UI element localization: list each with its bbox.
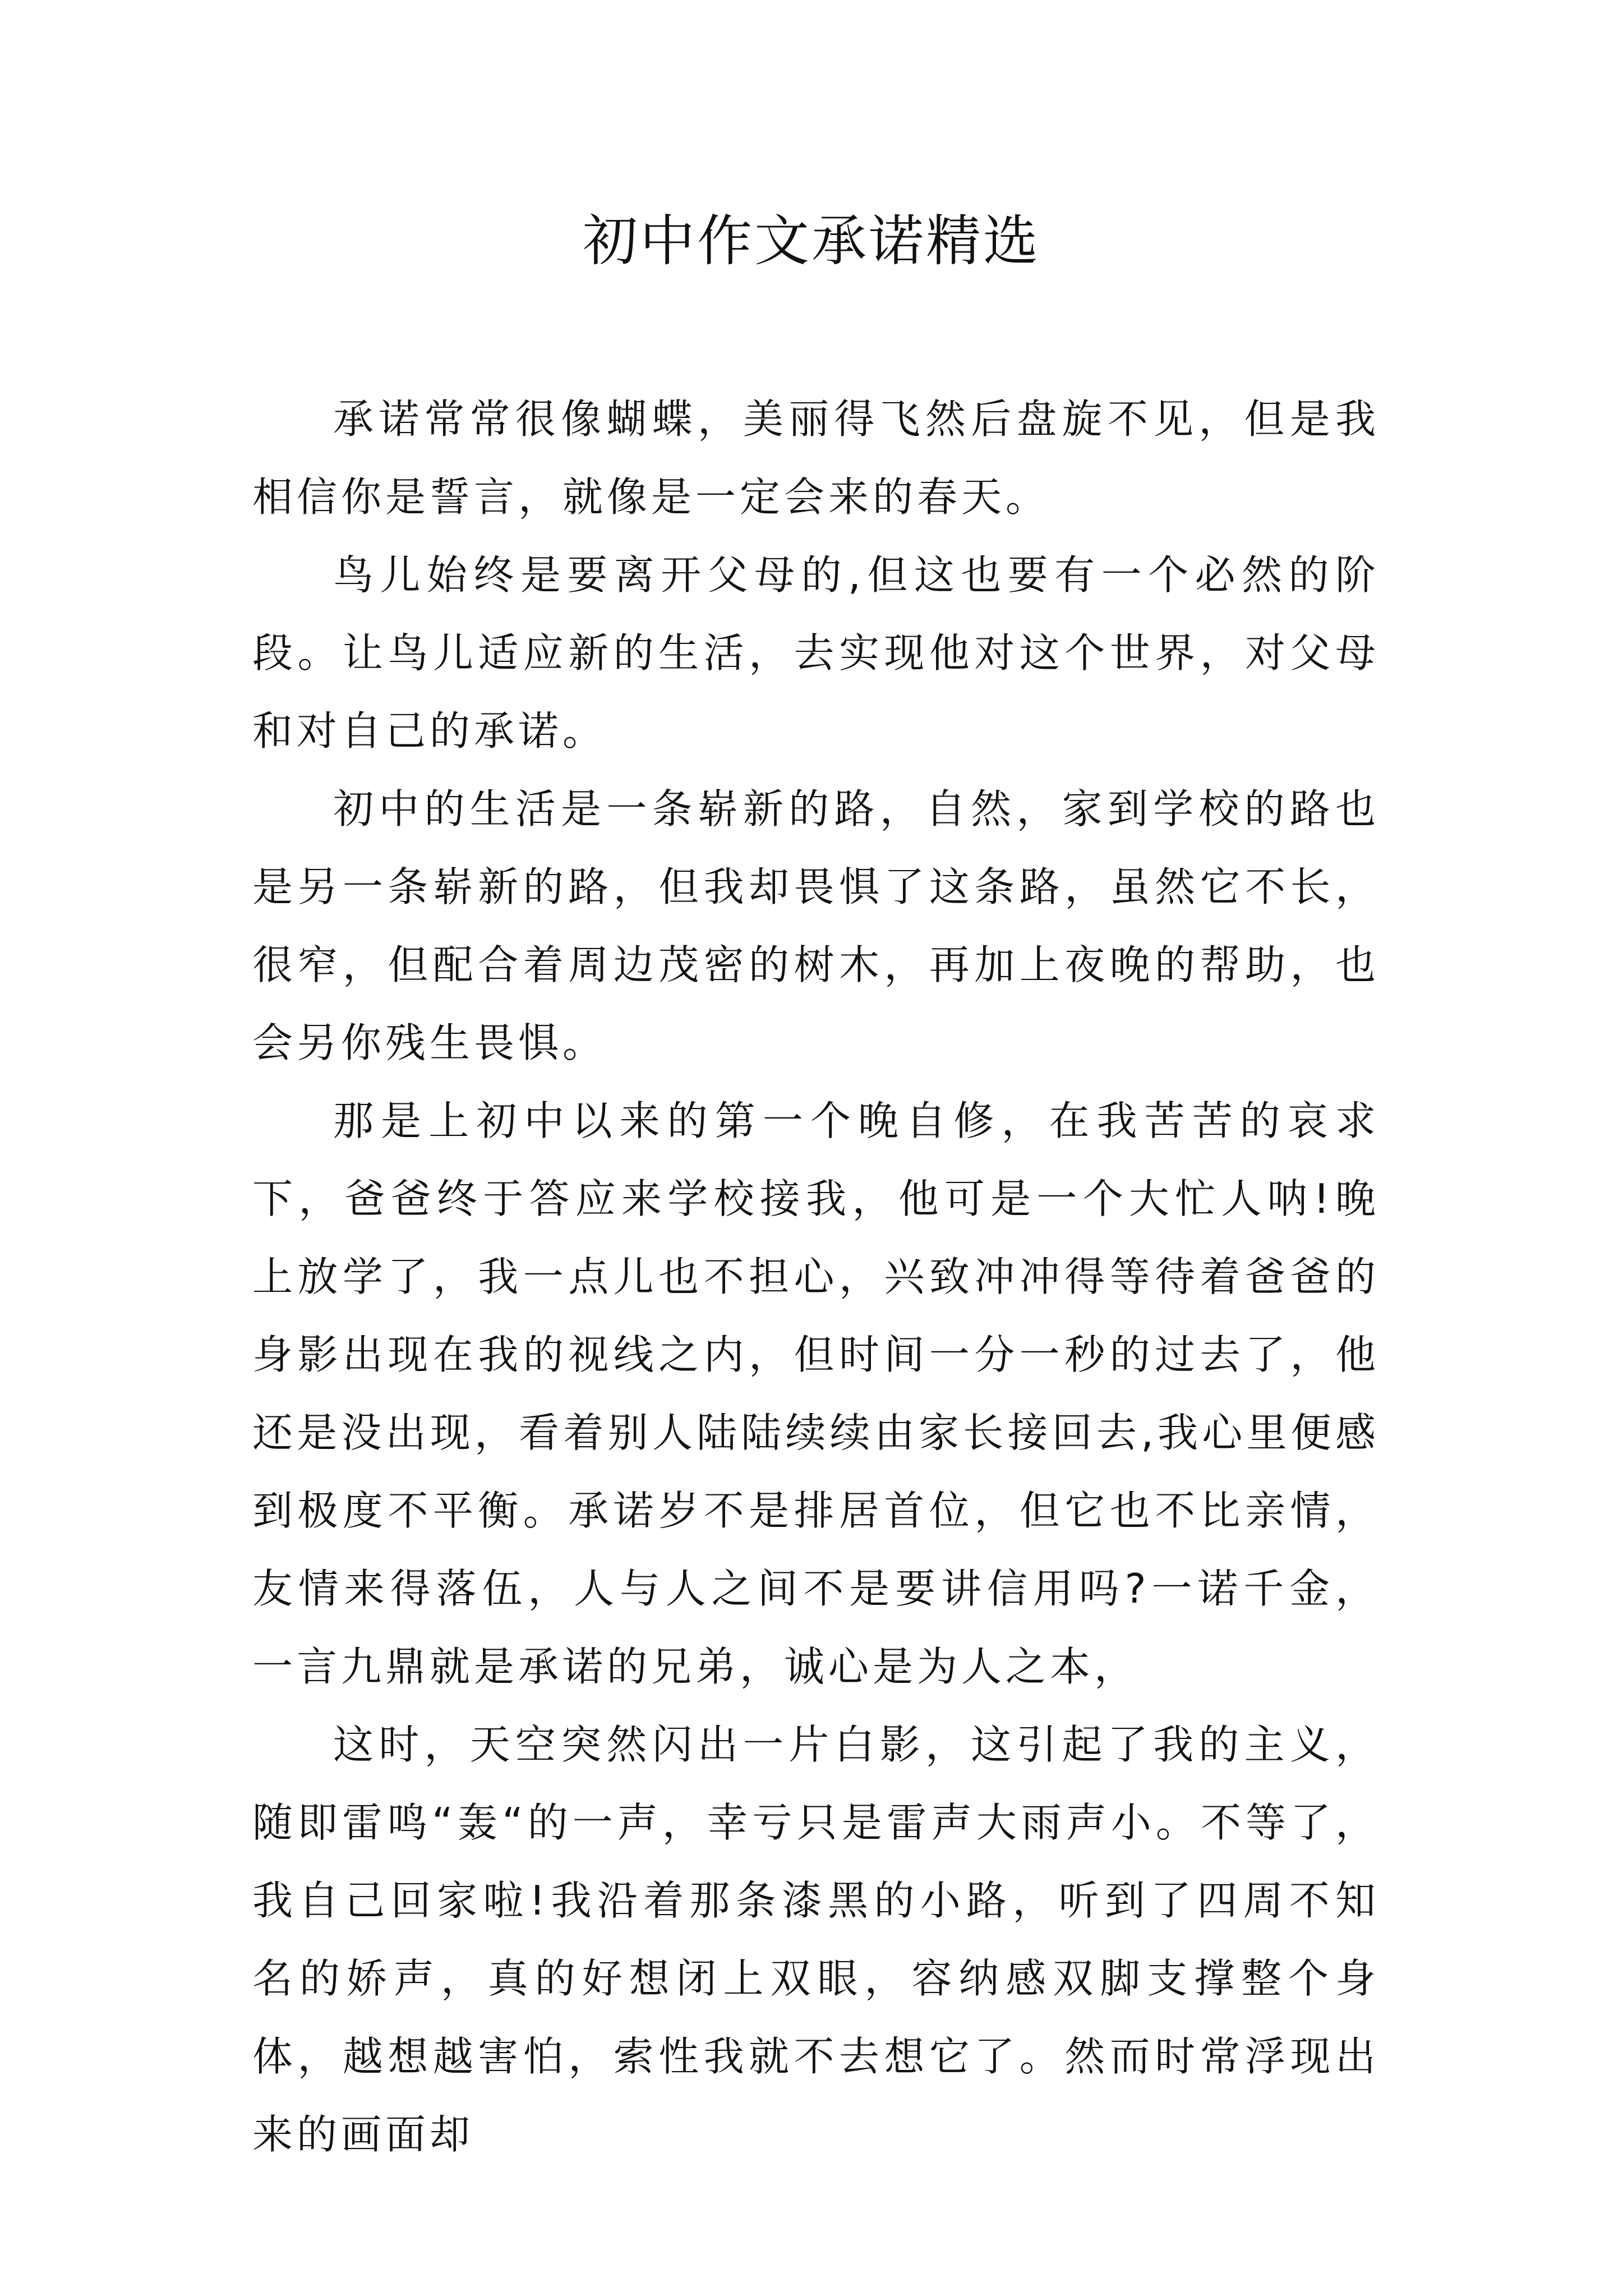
document-title: 初中作文承诺精选 [582,209,1040,273]
paragraph-5: 这时，天空突然闪出一片白影，这引起了我的主义，随即雷鸣“轰“的一声，幸亏只是雷声大雨声小。不等了，我自己回家啦!我沿着那条漆黑的小路，听到了四周不知名的娇声，真的好想闭上双眼，容纳感双脚支撑整个身体，越想越害怕，索性我就不去想它了。然而时常浮现出来的画面却 [252,1721,1380,2158]
document-body [252,380,1380,2174]
paragraph-4: 那是上初中以来的第一个晚自修，在我苦苦的哀求下，爸爸终于答应来学校接我，他可是一个大忙人呐!晚上放学了，我一点儿也不担心，兴致冲冲得等待着爸爸的身影出现在我的视线之内，但时间一分一秒的过去了，他还是没出现，看着别人陆陆续续由家长接回去,我心里便感到极度不平衡。承诺岁不是排居首位，但它也不比亲情，友情来得落伍，人与人之间不是要讲信用吗?一诺千金，一言九鼎就是承诺的兄弟，诚心是为人之本， [252,1097,1380,1690]
paragraph-2: 鸟儿始终是要离开父母的,但这也要有一个必然的阶段。让鸟儿适应新的生活，去实现他对这个世界，对父母和对自己的承诺。 [252,551,1380,754]
paragraph-1: 承诺常常很像蝴蝶，美丽得飞然后盘旋不见，但是我相信你是誓言，就像是一定会来的春天。 [252,395,1380,521]
paragraph-3: 初中的生活是一条崭新的路，自然，家到学校的路也是另一条崭新的路，但我却畏惧了这条路，虽然它不长，很窄，但配合着周边茂密的树木，再加上夜晚的帮助，也会另你残生畏惧。 [252,785,1380,1066]
